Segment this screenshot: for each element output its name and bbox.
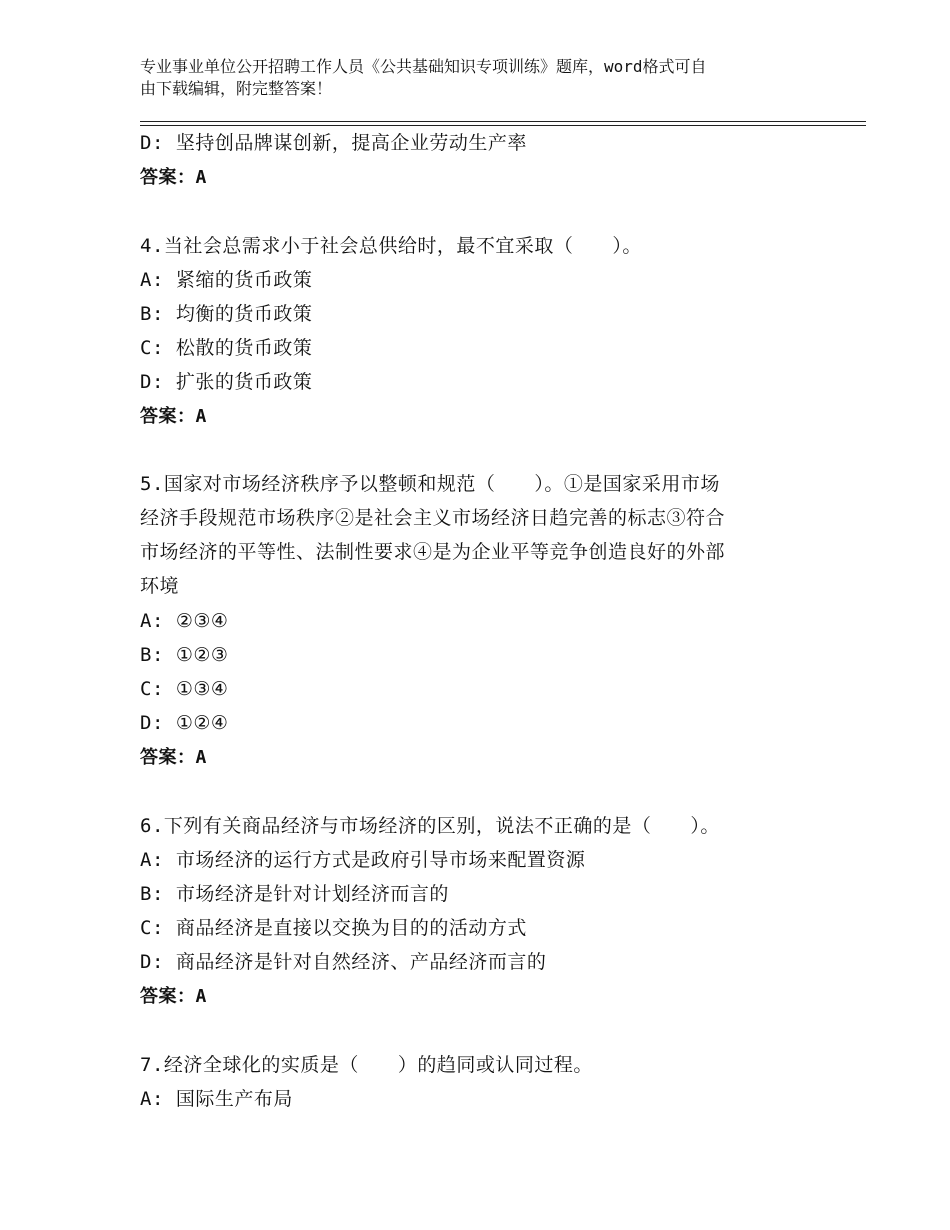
q7-stem: 7.经济全球化的实质是（ ）的趋同或认同过程。 [140, 1054, 593, 1076]
q4-option-a: A: 紧缩的货币政策 [140, 269, 313, 291]
answer-value: A [195, 167, 207, 188]
header-rule-thick [140, 125, 866, 126]
q6-option-d: D: 商品经济是针对自然经济、产品经济而言的 [140, 951, 547, 973]
page-header [140, 56, 800, 100]
answer-label: 答案： [140, 406, 196, 427]
q6-answer [140, 985, 207, 1009]
q4-option-c: C: 松散的货币政策 [140, 337, 313, 359]
q5-option-a: A: ②③④ [140, 610, 229, 632]
header-line-2: 由下载编辑，附完整答案！ [140, 79, 333, 98]
q4-option-d: D: 扩张的货币政策 [140, 371, 313, 393]
q5-stem-line-4: 环境 [140, 575, 180, 597]
q6-stem: 6.下列有关商品经济与市场经济的区别，说法不正确的是（ ）。 [140, 815, 720, 837]
q5-option-d: D: ①②④ [140, 712, 229, 734]
q5-option-b: B: ①②③ [140, 644, 229, 666]
q4-option-b: B: 均衡的货币政策 [140, 303, 313, 325]
q5-answer [140, 746, 207, 770]
q6-option-c: C: 商品经济是直接以交换为目的的活动方式 [140, 917, 527, 939]
q3-answer [140, 166, 207, 190]
q4-stem: 4.当社会总需求小于社会总供给时，最不宜采取（ ）。 [140, 235, 642, 257]
q5-option-c: C: ①③④ [140, 678, 229, 700]
q7-option-a: A: 国际生产布局 [140, 1088, 293, 1110]
answer-label: 答案： [140, 986, 196, 1007]
q6-option-b: B: 市场经济是针对计划经济而言的 [140, 883, 449, 905]
q4-answer [140, 405, 207, 429]
q5-stem-line-2: 经济手段规范市场秩序②是社会主义市场经济日趋完善的标志③符合 [140, 507, 726, 529]
answer-label: 答案： [140, 167, 196, 188]
q5-stem-line-3: 市场经济的平等性、法制性要求④是为企业平等竞争创造良好的外部 [140, 541, 726, 563]
q6-option-a: A: 市场经济的运行方式是政府引导市场来配置资源 [140, 849, 586, 871]
q5-stem-line-1: 5.国家对市场经济秩序予以整顿和规范（ ）。①是国家采用市场 [140, 473, 720, 495]
header-rule-thin [140, 121, 866, 122]
answer-value: A [195, 747, 207, 768]
answer-label: 答案： [140, 747, 196, 768]
q3-option-d: D: 坚持创品牌谋创新，提高企业劳动生产率 [140, 132, 527, 154]
answer-value: A [195, 406, 207, 427]
header-line-1: 专业事业单位公开招聘工作人员《公共基础知识专项训练》题库，word格式可自 [140, 57, 707, 76]
answer-value: A [195, 986, 207, 1007]
